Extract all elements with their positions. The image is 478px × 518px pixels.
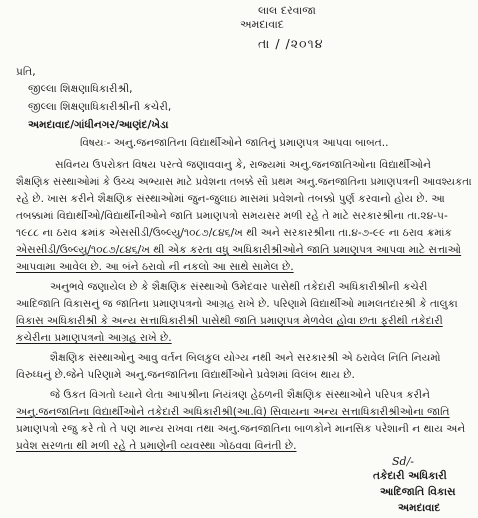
body-p1-line: ૧૯૮૮ ના ઠરાવ ક્રમાંક એસસીડી/ઉબ્લ્યુ/૧૦૮૭/૮૪૬/ખ થી અને સરકારશ્રીના તા.૪-૭-૯૯ ના ઠરાવ ક્રમાંક (16, 227, 452, 239)
body-p1-line (16, 193, 445, 206)
body-p1-line: તબક્કામાં વિદ્યાર્થીઓ/વિદ્યાર્થીનીઓને જાતિ પ્રમાણપત્રો સમયસર મળી રહે તે માટે સરકારશ્રીના તા.૨૪-૫- (16, 210, 448, 222)
body-p2-line: વિકાસ અધિકારીશ્રી કે અન્ય સત્તાધિકારીશ્રી પાસેથી જાતિ પ્રમાણપત્ર મેળવેલ હોવા છતા ફરીથી તકેદારી (16, 315, 443, 327)
body-p1-line: આપવામા આવેલ છે. આ બંને ઠરાવો ની નકલો આ સાથે સામેલ છે. (16, 261, 294, 273)
body-p4-line: જે ઉકત વિગતો ધ્યાને લેતા આપશ્રીના નિયંત્રણ હેઠળની શૈક્ષણિક સંસ્થાઓને પરિપત્ર કરીને (50, 389, 430, 401)
body-p1-text: રહે છે. ખાસ કરીને શૈક્ષણિક સંસ્થાઓમાં જુન-જુલાઇ માસમાં પ્રવેશનો તબક્કો પુર્ણ કરવાનો હોય છે. આ (16, 193, 445, 205)
body-p3-line: શૈક્ષણિક સંસ્થાઓનુ આવુ વર્તન બિલકુલ યોગ્ય નથી અને સરકારશ્રી એ ઠરાવેલ નિતિ નિયમો (50, 352, 441, 364)
body-p2-line: કચેરીના પ્રમાણપત્રનો આગ્રહ રાખે છે. (16, 332, 172, 344)
body-p1-line: શૈક્ષણિક સંસ્થાઓમાં કે ઉચ્ચ અભ્યાસ માટે પ્રવેશના તબક્કે સૌ પ્રથમ અનુ.જનજાતિના પ્રમાણપત્રની આવશ્યકતા (16, 176, 472, 188)
recipient-line3: અમદાવાદ/ગાંધીનગર/આણંદ/ખેડા (28, 119, 169, 131)
recipient-line2: જીલ્લા શિક્ષણાધિકારીશ્રીની કચેરી, (28, 101, 172, 113)
body-p4-line: પ્રવેશ સરળતા થી મળી રહે તે પ્રમાણેની વ્યવસ્થા ગોઠવવા વિનંતી છે. (16, 440, 297, 452)
signature-office: આદિજાતિ વિકાસ (380, 486, 456, 498)
header-date: તા / /૨૦૧૪ (258, 36, 324, 51)
signature-designation: તકેદારી અધિકારી (373, 470, 447, 482)
body-p4-line: અનુ.જનજાતિના વિદ્યાર્થીઓને તકેદારી અધિકારીશ્રી(આ.વિ) સિવાયના અન્ય સત્તાધિકારીશ્રીઓના જાતિ (16, 406, 450, 418)
body-p1-line: એસસીડી/ઉબ્લ્યુ/૧૦૮૭/૮૪૬/ખ થી એક કરતા વધુ અધિકારીશ્રીઓને જાતિ પ્રમાણપત્ર આપવા માટે સત્તાઓ (16, 244, 462, 256)
signature-city: અમદાવાદ (398, 502, 441, 514)
body-p3-line: વિરુધ્ધનું છે.જેને પરિણામે અનુ.જનજાતિના વિદ્યાર્થીઓને પ્રવેશમાં વિલંબ થાય છે. (16, 369, 355, 381)
header-place-line1: લાલ દરવાજા (258, 4, 316, 17)
header-place-line2: અમદાવાદ (240, 18, 284, 31)
body-p2-line: અનુભવે જણાયેલ છે કે શૈક્ષણિક સંસ્થાઓ ઉમેદવાર પાસેથી તકેદારી અધિકારીશ્રીની કચેરી (50, 281, 428, 293)
body-p4-line: પ્રમાણપત્રો રજુ કરે તો તે પણ માન્ય રાખવા તથા અનુ.જનજાતિના બાળકોને માનસિક પરેશાની ન થાય અને (16, 423, 466, 435)
subject-line: વિષયઃ- અનુ.જનજાતિના વિદ્યાર્થીઓને જાતિનું પ્રમાણપત્ર આપવા બાબત.. (80, 137, 389, 149)
recipient-line1: જીલ્લા શિક્ષણાધિકારીશ્રી, (28, 83, 133, 95)
signature-mark: Sd/- (392, 455, 414, 468)
body-p1-line: સવિનય ઉપરોક્ત વિષય પરત્વે જણાવવાનુ કે, રાજ્યમાં અનુ.જનજાતિઓના વિદ્યાર્થીઓને (55, 159, 431, 171)
body-p2-line: આદિજાતિ વિકાસનું જ જાતિના પ્રમાણપત્રનો આગ્રહ રાખે છે. પરિણામે વિદ્યાર્થીઓ મામલતદારશ્રી કે તાલુકા (16, 298, 458, 310)
recipient-prati: પ્રતિ, (16, 66, 36, 78)
